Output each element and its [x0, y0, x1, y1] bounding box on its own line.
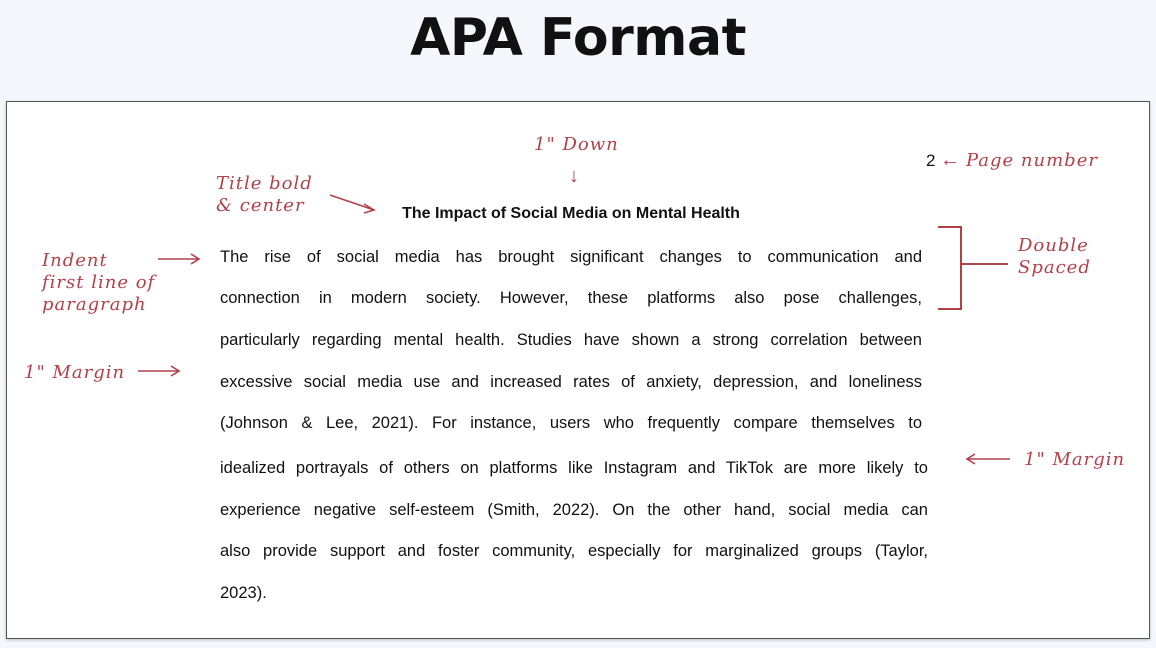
- double-annotation-line1: Double: [1018, 235, 1089, 256]
- arrow-right-icon: [136, 364, 182, 378]
- paragraph-line: The rise of social media has brought significant changes to communication and: [220, 248, 922, 266]
- page-number-annotation: Page number: [966, 150, 1098, 171]
- document-title: The Impact of Social Media on Mental Health: [402, 205, 740, 222]
- indent-annotation-line1: Indent: [42, 250, 108, 271]
- paragraph-line: idealized portrayals of others on platforms like Instagram and TikTok are more likely to: [220, 459, 928, 477]
- double-annotation-line2: Spaced: [1018, 257, 1091, 278]
- double-spaced-bracket-tick: [962, 263, 1008, 265]
- page-heading: APA Format: [410, 8, 746, 68]
- down-annotation: 1" Down: [534, 134, 619, 155]
- page-number: 2: [926, 151, 936, 170]
- paragraph-line: excessive social media use and increased rates of anxiety, depression, and loneliness: [220, 373, 922, 391]
- paragraph-line: connection in modern society. However, these platforms also pose challenges,: [220, 289, 922, 307]
- paragraph-line: experience negative self-esteem (Smith, 2022). On the other hand, social media can: [220, 501, 928, 519]
- left-margin-annotation: 1" Margin: [24, 362, 126, 383]
- arrow-left-icon: [964, 452, 1012, 466]
- title-annotation-line2: & center: [216, 195, 305, 216]
- paragraph-line: (Johnson & Lee, 2021). For instance, users who frequently compare themselves to: [220, 414, 922, 432]
- title-annotation-line1: Title bold: [216, 173, 313, 194]
- arrow-down-icon: ↓: [569, 165, 579, 187]
- paragraph-line: particularly regarding mental health. Studies have shown a strong correlation between: [220, 331, 922, 349]
- paragraph-line: 2023).: [220, 584, 267, 602]
- right-margin-annotation: 1" Margin: [1024, 449, 1126, 470]
- double-spaced-bracket: [938, 226, 962, 310]
- indent-annotation-line2: first line of: [42, 272, 156, 293]
- paragraph-line: also provide support and foster community, especially for marginalized groups (Taylor,: [220, 542, 928, 560]
- indent-annotation-line3: paragraph: [42, 294, 147, 315]
- arrow-left-icon: ←: [940, 149, 960, 171]
- arrow-right-icon: [156, 252, 202, 266]
